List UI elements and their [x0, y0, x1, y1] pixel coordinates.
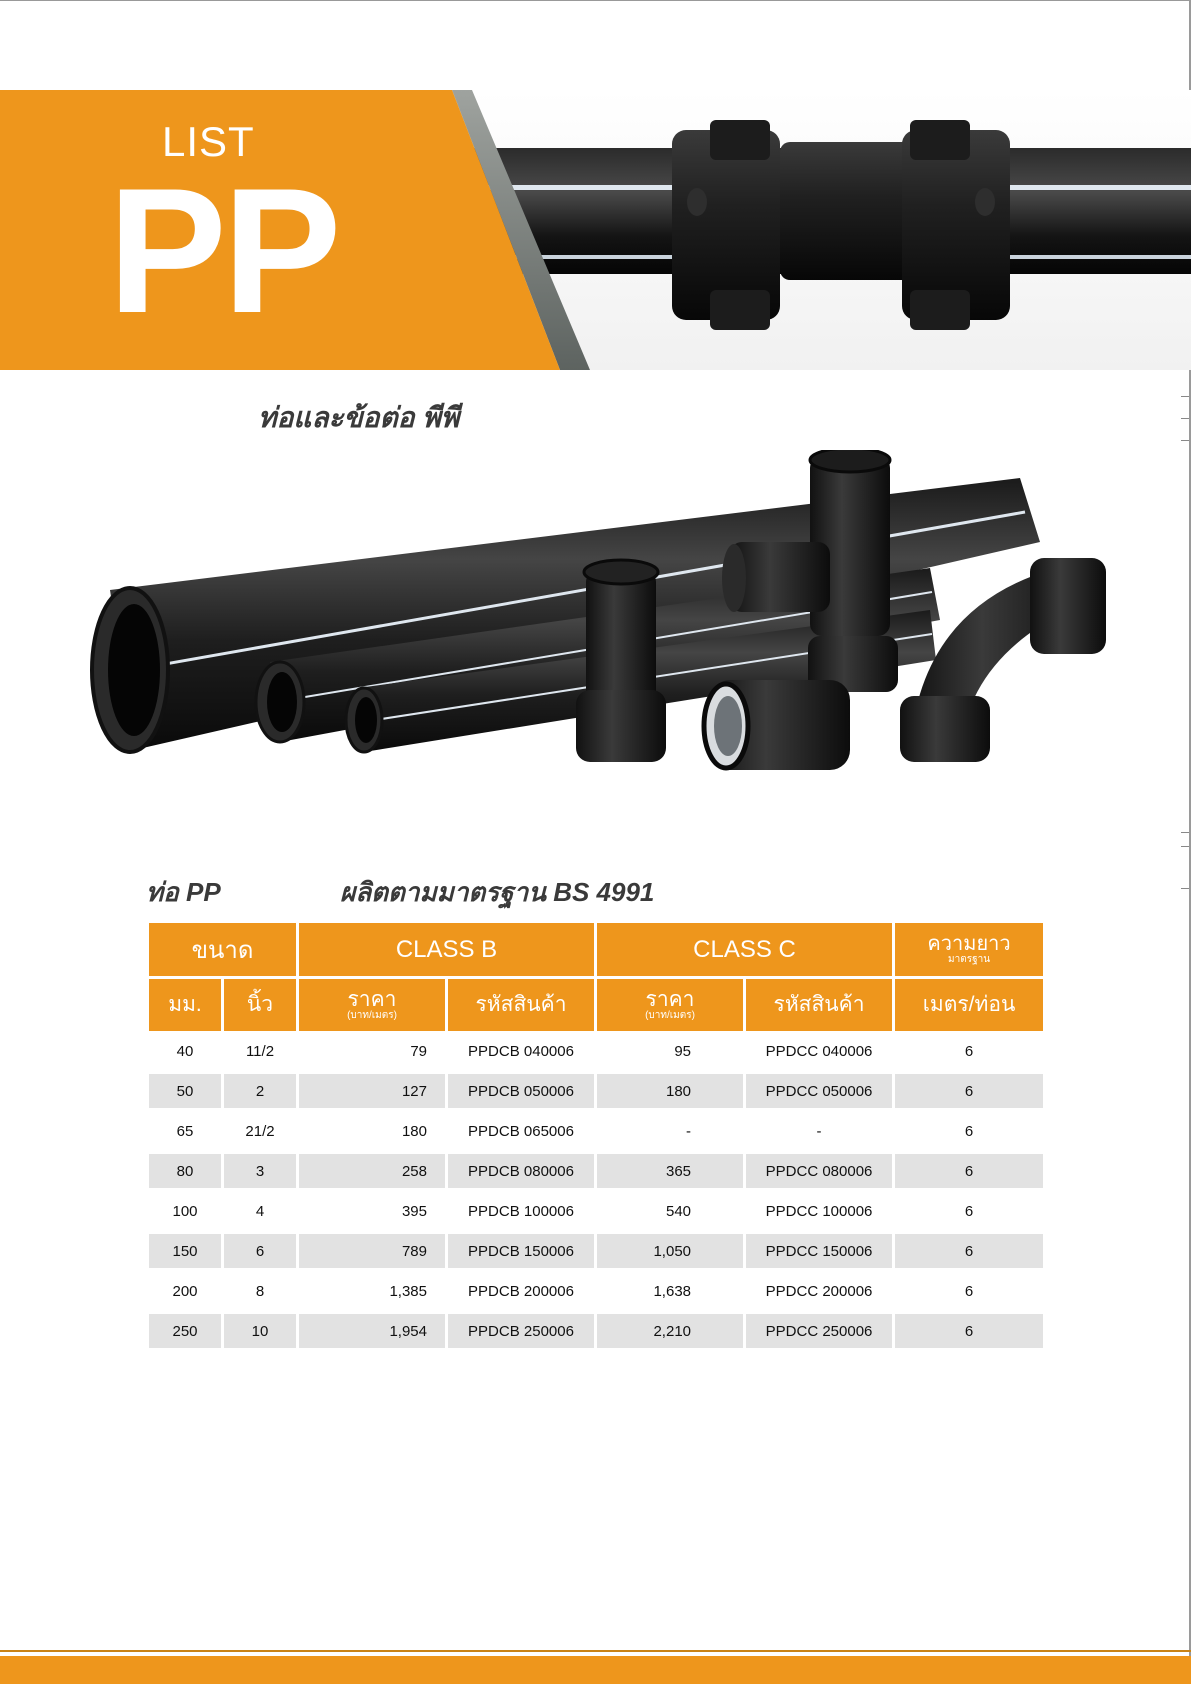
- cell-c-code: PPDCC 080006: [745, 1151, 894, 1191]
- pp-pipes-and-fittings-photo: [90, 450, 1140, 820]
- cell-b-code: PPDCB 065006: [447, 1111, 596, 1151]
- header-inch: นิ้ว: [223, 978, 298, 1033]
- cell-c-price: 1,638: [596, 1271, 745, 1311]
- cell-b-code: PPDCB 050006: [447, 1071, 596, 1111]
- cell-mm: 100: [148, 1191, 223, 1231]
- header-size: ขนาด: [148, 922, 298, 978]
- cell-b-code: PPDCB 040006: [447, 1033, 596, 1072]
- cell-mm: 40: [148, 1033, 223, 1072]
- price-table: [146, 920, 1046, 1354]
- cell-c-code: PPDCC 050006: [745, 1071, 894, 1111]
- cell-length: 6: [894, 1111, 1045, 1151]
- cell-inch: 11/2: [223, 1033, 298, 1072]
- cell-inch: 21/2: [223, 1111, 298, 1151]
- page-subtitle: ท่อและข้อต่อ พีพี: [258, 402, 460, 433]
- cell-length: 6: [894, 1071, 1045, 1111]
- table-row: [148, 1271, 1045, 1311]
- margin-tick: [1181, 888, 1189, 889]
- cell-mm: 50: [148, 1071, 223, 1111]
- cell-c-price: 95: [596, 1033, 745, 1072]
- cell-length: 6: [894, 1311, 1045, 1351]
- section-standard: ผลิตตามมาตรฐาน BS 4991: [340, 877, 655, 907]
- cell-mm: 65: [148, 1111, 223, 1151]
- header-class-b: CLASS B: [298, 922, 596, 978]
- margin-tick: [1181, 440, 1189, 441]
- footer-orange-bar: [0, 1656, 1191, 1684]
- cell-b-price: 180: [298, 1111, 447, 1151]
- header-class-c: CLASS C: [596, 922, 894, 978]
- cell-c-code: PPDCC 040006: [745, 1033, 894, 1072]
- margin-tick: [1181, 832, 1189, 833]
- margin-tick: [1181, 418, 1189, 419]
- cell-b-code: PPDCB 250006: [447, 1311, 596, 1351]
- cell-b-code: PPDCB 100006: [447, 1191, 596, 1231]
- cell-b-price: 258: [298, 1151, 447, 1191]
- header-b-code: รหัสสินค้า: [447, 978, 596, 1033]
- cell-c-code: PPDCC 250006: [745, 1311, 894, 1351]
- margin-tick: [1181, 396, 1189, 397]
- table-row: [148, 1231, 1045, 1271]
- cell-c-code: PPDCC 200006: [745, 1271, 894, 1311]
- hero-banner: [0, 90, 1191, 370]
- header-mm: มม.: [148, 978, 223, 1033]
- cell-mm: 250: [148, 1311, 223, 1351]
- cell-c-code: PPDCC 100006: [745, 1191, 894, 1231]
- header-c-price-unit: (บาท/เมตร): [645, 1009, 695, 1021]
- cell-c-price: 2,210: [596, 1311, 745, 1351]
- header-c-code: รหัสสินค้า: [745, 978, 894, 1033]
- header-length-sub: มาตรฐาน: [948, 954, 991, 965]
- cell-length: 6: [894, 1033, 1045, 1072]
- cell-b-price: 1,385: [298, 1271, 447, 1311]
- cell-b-code: PPDCB 200006: [447, 1271, 596, 1311]
- header-b-price: [298, 978, 447, 1033]
- table-row: [148, 1071, 1045, 1111]
- cell-length: 6: [894, 1271, 1045, 1311]
- cell-inch: 4: [223, 1191, 298, 1231]
- cell-inch: 6: [223, 1231, 298, 1271]
- table-row: [148, 1191, 1045, 1231]
- cell-length: 6: [894, 1191, 1045, 1231]
- cell-b-price: 789: [298, 1231, 447, 1271]
- page-top-rule: [0, 0, 1191, 1]
- price-table-body: [148, 1033, 1045, 1352]
- cell-mm: 80: [148, 1151, 223, 1191]
- cell-b-code: PPDCB 080006: [447, 1151, 596, 1191]
- header-c-price: [596, 978, 745, 1033]
- cell-inch: 8: [223, 1271, 298, 1311]
- banner-list-label: LIST: [162, 118, 255, 165]
- header-length: [894, 922, 1045, 978]
- cell-c-price: 365: [596, 1151, 745, 1191]
- cell-b-code: PPDCB 150006: [447, 1231, 596, 1271]
- footer-rule: [0, 1650, 1191, 1652]
- cell-c-price: -: [596, 1111, 745, 1151]
- margin-tick: [1181, 846, 1189, 847]
- table-row: [148, 1151, 1045, 1191]
- cell-inch: 2: [223, 1071, 298, 1111]
- cell-b-price: 127: [298, 1071, 447, 1111]
- header-c-price-label: ราคา: [645, 987, 695, 1011]
- cell-length: 6: [894, 1151, 1045, 1191]
- header-length-unit: เมตร/ท่อน: [894, 978, 1045, 1033]
- cell-c-price: 180: [596, 1071, 745, 1111]
- cell-length: 6: [894, 1231, 1045, 1271]
- section-product-name: ท่อ PP: [146, 877, 221, 907]
- header-b-price-label: ราคา: [347, 987, 397, 1011]
- cell-inch: 3: [223, 1151, 298, 1191]
- cell-c-price: 1,050: [596, 1231, 745, 1271]
- cell-c-code: PPDCC 150006: [745, 1231, 894, 1271]
- banner-title: PP: [108, 151, 338, 350]
- cell-c-code: -: [745, 1111, 894, 1151]
- cell-mm: 200: [148, 1271, 223, 1311]
- cell-b-price: 395: [298, 1191, 447, 1231]
- header-length-label: ความยาว: [927, 933, 1011, 955]
- table-row: [148, 1111, 1045, 1151]
- cell-b-price: 79: [298, 1033, 447, 1072]
- table-row: [148, 1033, 1045, 1072]
- table-row: [148, 1311, 1045, 1351]
- cell-b-price: 1,954: [298, 1311, 447, 1351]
- cell-inch: 10: [223, 1311, 298, 1351]
- cell-mm: 150: [148, 1231, 223, 1271]
- header-b-price-unit: (บาท/เมตร): [347, 1009, 397, 1021]
- cell-c-price: 540: [596, 1191, 745, 1231]
